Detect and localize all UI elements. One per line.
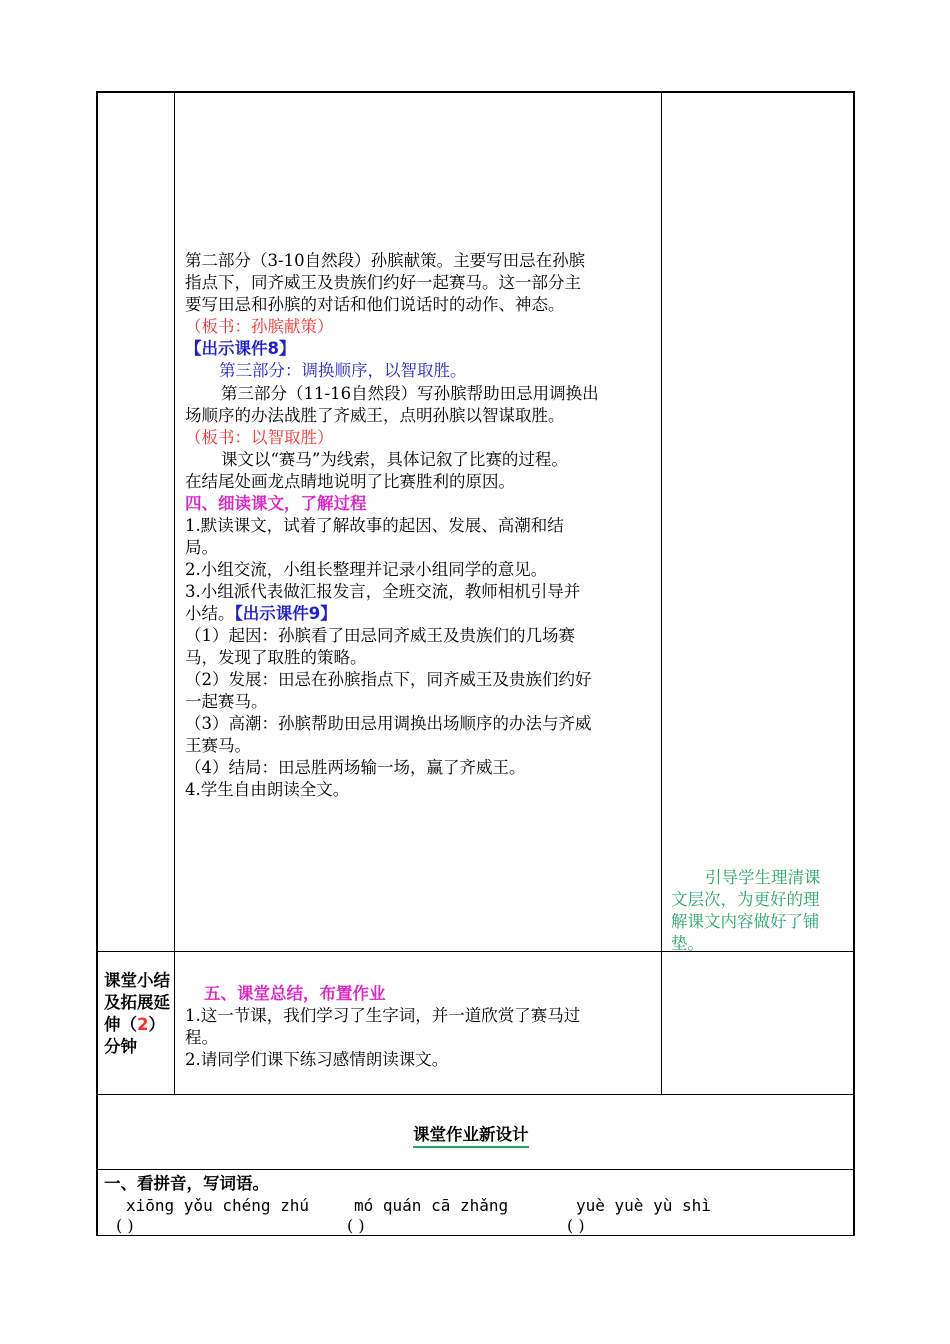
climax-line2: 王赛马。 (185, 736, 251, 755)
summary-line1: 课文以“赛马”为线索，具体记叙了比赛的过程。 (221, 450, 568, 469)
row-divider-2 (96, 1094, 855, 1095)
part2-text-line2: 指点下，同齐威王及贵族们约好一起赛马。这一部分主 (185, 273, 581, 292)
summary-label-part-a: 课堂小结及拓展延伸（ (104, 971, 170, 1034)
question1-title: 一、看拼音，写词语。 (104, 1174, 269, 1193)
step2: 2.小组交流，小组长整理并记录小组同学的意见。 (185, 560, 548, 579)
step4: 4.学生自由朗读全文。 (185, 780, 350, 799)
summary-line2: 在结尾处画龙点睛地说明了比赛胜利的原因。 (185, 472, 515, 491)
climax-line1: （3）高潮：孙膑帮助田忌用调换出场顺序的办法与齐威 (185, 714, 592, 733)
summary-row-label (104, 970, 174, 1058)
summary-label-part-b: ）分钟 (104, 1015, 165, 1056)
pinyin-1: xiōng yǒu chéng zhú (126, 1196, 310, 1215)
pinyin-2: mó quán cā zhǎng (354, 1196, 509, 1215)
side-note-line3: 解课文内容做好了铺 (671, 912, 820, 931)
summary-item2: 2.请同学们课下练习感情朗读课文。 (185, 1050, 449, 1069)
section4-title: 四、细读课文，了解过程 (185, 494, 367, 513)
part3-title: 第三部分：调换顺序，以智取胜。 (219, 361, 467, 380)
table-border-top (96, 91, 855, 93)
answer-blank-3[interactable]: ( ) (567, 1216, 585, 1235)
develop-line1: （2）发展：田忌在孙膑指点下，同齐威王及贵族们约好 (185, 670, 592, 689)
column-divider-1 (174, 91, 175, 1095)
board-note-2: （板书：以智取胜） (185, 428, 334, 447)
table-border-bottom (96, 1235, 855, 1236)
step3-line2-text: 小结。 (185, 604, 235, 623)
step3-line2 (185, 603, 337, 625)
side-note-line1: 引导学生理清课 (705, 868, 821, 887)
cause-line1: （1）起因：孙膑看了田忌同齐威王及贵族们的几场赛 (185, 626, 575, 645)
row-divider-3 (96, 1169, 855, 1170)
board-note-1: （板书：孙膑献策） (185, 317, 334, 336)
part2-text-line1: 第二部分（3-10自然段）孙膑献策。主要写田忌在孙膑 (185, 251, 586, 270)
answer-blank-1[interactable]: ( ) (116, 1216, 134, 1235)
step1-line1: 1.默读课文，试着了解故事的起因、发展、高潮和结 (185, 516, 564, 535)
column-divider-2 (661, 91, 662, 1095)
row-divider-1 (96, 951, 855, 952)
section5-title: 五、课堂总结，布置作业 (204, 984, 386, 1003)
courseware-9-marker: 【出示课件9】 (234, 604, 337, 623)
summary-item1-line2: 程。 (185, 1028, 218, 1047)
develop-line2: 一起赛马。 (185, 692, 268, 711)
step3-line1: 3.小组派代表做汇报发言，全班交流，教师相机引导并 (185, 582, 581, 601)
pinyin-3: yuè yuè yù shì (576, 1196, 711, 1215)
courseware-8-marker: 【出示课件8】 (185, 339, 296, 358)
homework-title: 课堂作业新设计 (413, 1124, 529, 1148)
table-border-right (853, 91, 855, 1236)
answer-blank-2[interactable]: ( ) (347, 1216, 365, 1235)
part3-text-line2: 场顺序的办法战胜了齐威王，点明孙膑以智谋取胜。 (185, 406, 565, 425)
part3-text-line1: 第三部分（11-16自然段）写孙膑帮助田忌用调换出 (221, 384, 599, 403)
ending-line: （4）结局：田忌胜两场输一场，赢了齐威王。 (185, 758, 526, 777)
part2-text-line3: 要写田忌和孙膑的对话和他们说话时的动作、神态。 (185, 295, 565, 314)
side-note-line2: 文层次，为更好的理 (671, 890, 820, 909)
table-border-left (96, 91, 98, 1236)
step1-line2: 局。 (185, 538, 218, 557)
side-note-line4: 垫。 (671, 934, 704, 953)
summary-label-minutes: 2 (137, 1015, 149, 1034)
summary-item1-line1: 1.这一节课，我们学习了生字词，并一道欣赏了赛马过 (185, 1006, 581, 1025)
cause-line2: 马，发现了取胜的策略。 (185, 648, 367, 667)
